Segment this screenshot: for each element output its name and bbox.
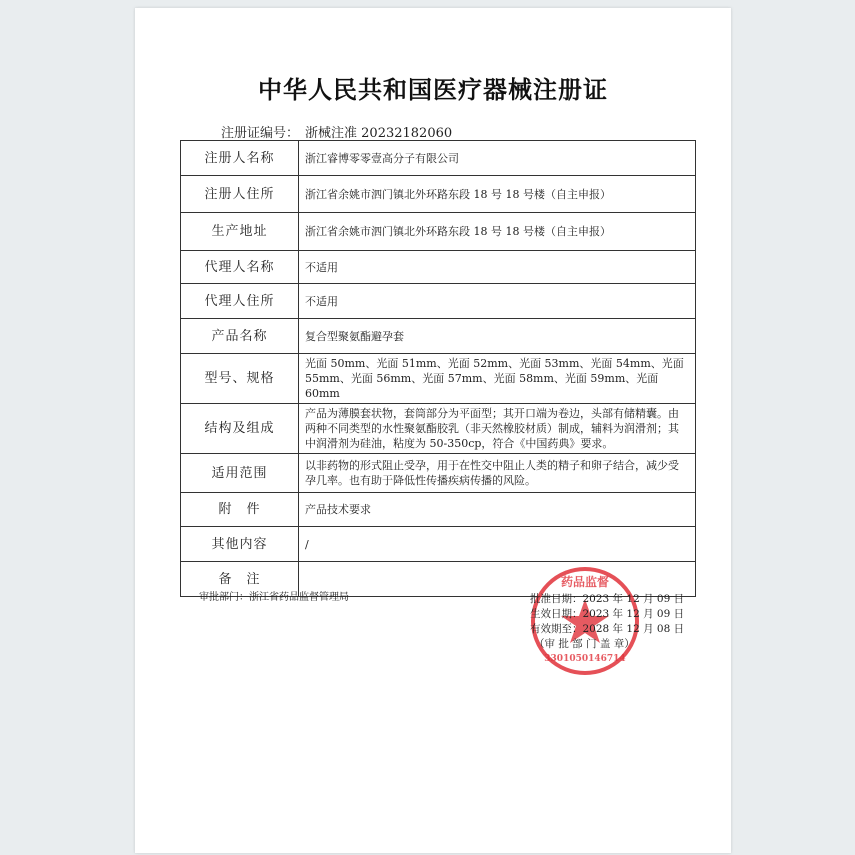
table-row (181, 251, 696, 284)
row-label: 产品名称 (181, 319, 299, 354)
certificate-table (180, 140, 696, 597)
expiry-date: 有效期至：2028 年 12 月 08 日 (530, 623, 685, 635)
row-label: 型号、规格 (181, 354, 299, 404)
registration-number (221, 122, 458, 141)
row-value: 产品技术要求 (299, 493, 696, 527)
svg-text:药品监督: 药品监督 (560, 575, 610, 589)
seal-note: （审 批 部 门 盖 章） (534, 638, 635, 650)
row-value: 产品为薄膜套状物，套筒部分为平面型；其开口端为卷边，头部有储精囊。由两种不同类型的水性聚氨酯胶乳（非天然橡胶材质）制成，辅料为润滑剂；其中润滑剂为硅油，粘度为 50-350cp，符合《中国药典》要求。 (299, 404, 696, 454)
row-label: 代理人住所 (181, 284, 299, 319)
row-label: 结构及组成 (181, 404, 299, 454)
row-label: 代理人名称 (181, 251, 299, 284)
row-value: 复合型聚氨酯避孕套 (299, 319, 696, 354)
row-value: 浙江睿博零零壹高分子有限公司 (299, 141, 696, 176)
svg-text:3301050146714: 3301050146714 (544, 654, 626, 664)
effective-date: 生效日期：2023 年 12 月 09 日 (530, 608, 685, 620)
row-label: 附 件 (181, 493, 299, 527)
row-label: 生产地址 (181, 213, 299, 251)
table-row (181, 454, 696, 493)
approval-department: 审批部门：浙江省药品监督管理局 (199, 592, 349, 603)
row-value: 浙江省余姚市泗门镇北外环路东段 18 号 18 号楼（自主申报） (299, 213, 696, 251)
table-row (181, 527, 696, 562)
row-value: 不适用 (299, 251, 696, 284)
row-value: 以非药物的形式阻止受孕，用于在性交中阻止人类的精子和卵子结合，减少受孕几率。也有助于降低性传播疾病传播的风险。 (299, 454, 696, 493)
row-value: 不适用 (299, 284, 696, 319)
table-row (181, 404, 696, 454)
table-row (181, 284, 696, 319)
table-row (181, 354, 696, 404)
row-value: / (299, 527, 696, 562)
table-row (181, 319, 696, 354)
row-label: 注册人住所 (181, 176, 299, 213)
table-row (181, 176, 696, 213)
row-value: 浙江省余姚市泗门镇北外环路东段 18 号 18 号楼（自主申报） (299, 176, 696, 213)
dates-block (530, 592, 684, 652)
table-row (181, 493, 696, 527)
approval-date: 批准日期：2023 年 12 月 09 日 (530, 593, 685, 605)
row-value: 光面 50mm、光面 51mm、光面 52mm、光面 53mm、光面 54mm、光面 55mm、光面 56mm、光面 57mm、光面 58mm、光面 59mm、光面 60mm (299, 354, 696, 404)
page-title: 中华人民共和国医疗器械注册证 (258, 75, 608, 104)
table-row (181, 141, 696, 176)
row-label: 其他内容 (181, 527, 299, 562)
reg-value: 浙械注准 20232182060 (305, 126, 453, 141)
reg-label: 注册证编号： (221, 126, 300, 141)
row-label: 注册人名称 (181, 141, 299, 176)
table-row (181, 213, 696, 251)
certificate-page (135, 8, 731, 853)
row-label: 备 注 (181, 562, 299, 597)
row-label: 适用范围 (181, 454, 299, 493)
